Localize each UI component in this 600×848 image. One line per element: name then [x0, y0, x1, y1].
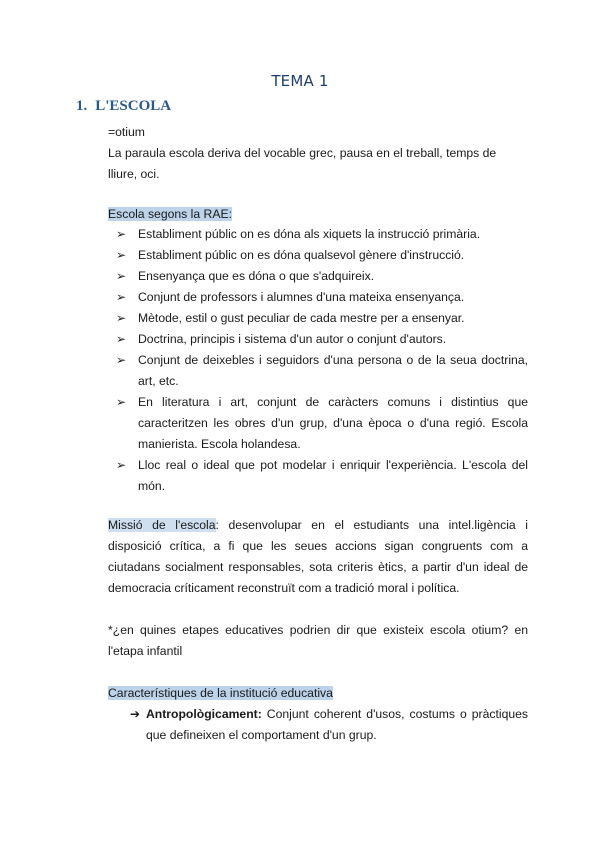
question-paragraph: [108, 620, 528, 662]
list-item: [108, 245, 528, 266]
rae-list: [108, 224, 528, 497]
rae-label-row: [108, 204, 528, 225]
list-item-text: Conjunt de deixebles i seguidors d'una persona o de la seua doctrina, art, etc.: [138, 353, 528, 388]
list-item-text: Mètode, estil o gust peculiar de cada mestre per a ensenyar.: [138, 311, 465, 325]
list-item: [108, 308, 528, 329]
arrow-bullet-icon: ➢: [116, 227, 127, 241]
list-item: [108, 350, 528, 392]
section-number: 1.: [76, 98, 88, 114]
list-item: [130, 704, 528, 746]
arrow-bullet-icon: ➢: [116, 395, 127, 409]
rae-label: Escola segons la RAE:: [108, 207, 232, 221]
arrow-bullet-icon: ➢: [116, 269, 127, 283]
missio-paragraph: [108, 515, 528, 599]
arrow-bullet-icon: ➢: [116, 332, 127, 346]
list-item-text: Establiment públic on es dóna qualsevol gènere d'instrucció.: [138, 248, 465, 262]
arrow-bullet-icon: ➢: [116, 311, 127, 325]
section-heading: [76, 98, 171, 115]
list-item: [108, 224, 528, 245]
intro-line-otium: =otium: [108, 125, 145, 139]
arrow-bullet-icon: ➢: [116, 248, 127, 262]
list-item-text: Conjunt de professors i alumnes d'una mateixa ensenyança.: [138, 290, 465, 304]
section-title: L'ESCOLA: [95, 98, 172, 114]
rae-definitions: [108, 224, 528, 497]
missio-text: : desenvolupar en el estudiants una intel.ligència i disposició crítica, a fi que les seues accions sigan congruents com a ciutadans socialment responsables, sota criteris ètics, a partir d'un ideal de democracia críticament reconstruït com a tradició moral i política.: [108, 518, 528, 595]
list-item-bold-term: Antropològicament:: [146, 707, 262, 721]
intro-paragraph: [108, 122, 528, 185]
right-arrow-bullet-icon: ➔: [130, 707, 141, 721]
missio-label: Missió de l'escola: [108, 518, 216, 532]
list-item: [108, 329, 528, 350]
document-title: TEMA 1: [271, 72, 329, 90]
arrow-bullet-icon: ➢: [116, 458, 127, 472]
caracteristiques-label: Característiques de la institució educativa: [108, 686, 333, 700]
caracteristiques-list: [130, 704, 528, 746]
intro-line-definition: La paraula escola deriva del vocable grec, pausa en el treball, temps de lliure, oci.: [108, 146, 497, 181]
arrow-bullet-icon: ➢: [116, 353, 127, 367]
list-item: [108, 266, 528, 287]
list-item-text: Doctrina, principis i sistema d'un autor o conjunt d'autors.: [138, 332, 447, 346]
arrow-bullet-icon: ➢: [116, 290, 127, 304]
caracteristiques-label-row: [108, 683, 528, 704]
list-item-text: Establiment públic on es dóna als xiquets la instrucció primària.: [138, 227, 481, 241]
list-item: [108, 455, 528, 497]
list-item-text: Lloc real o ideal que pot modelar i enriquir l'experiència. L'escola del món.: [138, 458, 528, 493]
question-text: *¿en quines etapes educatives podrien dir que existeix escola otium? en l'etapa infantil: [108, 623, 528, 658]
list-item-text: En literatura i art, conjunt de caràcters comuns i distintius que caracteritzen les obres d'un grup, d'una època o d'una regió. Escola manierista. Escola holandesa.: [138, 395, 528, 451]
list-item-text: Ensenyança que es dóna o que s'adquireix.: [138, 269, 375, 283]
list-item: [108, 392, 528, 455]
list-item-text: Conjunt coherent d'usos, costums o pràctiques que defineixen el comportament d'un grup.: [146, 707, 528, 742]
list-item: [108, 287, 528, 308]
